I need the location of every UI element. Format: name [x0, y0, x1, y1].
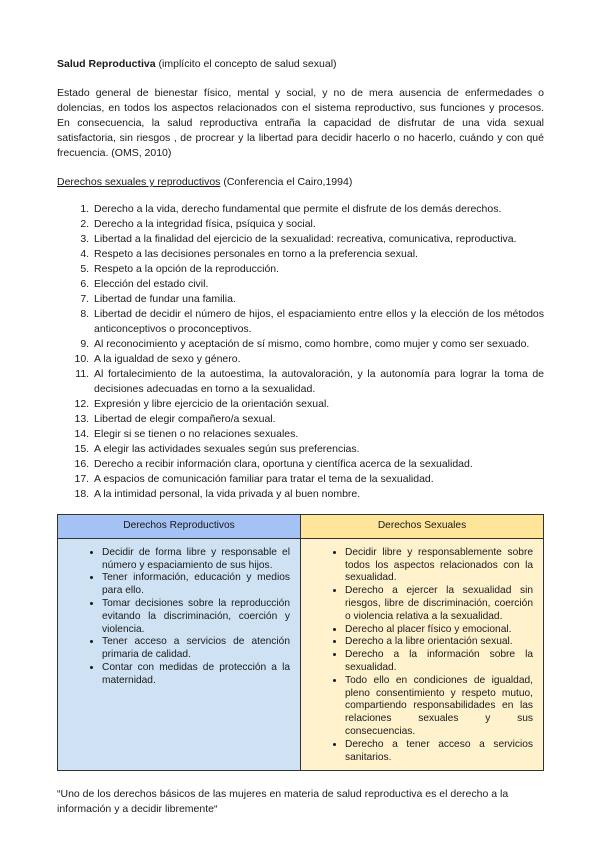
rights-list-item: 11. Al fortalecimiento de la autoestima, la autovaloración, y la autonomía para lograr la toma de decisiones adecuadas en torno a la sexualidad. [92, 367, 544, 397]
reproductive-rights-item: • Tener acceso a servicios de atención primaria de calidad. [102, 636, 290, 662]
rights-list-item: 9. Al reconocimiento y aceptación de sí mismo, como hombre, como mujer y como ser sexuado. [92, 337, 544, 352]
rights-list-item: 7. Libertad de fundar una familia. [92, 292, 544, 307]
reproductive-rights-item: • Tomar decisiones sobre la reproducción evitando la discriminación, coerción y violencia. [102, 598, 290, 636]
sexual-rights-item: • Todo ello en condiciones de igualdad, pleno consentimiento y respeto mutuo, compartiendo responsabilidades en las relaciones sexuales y sus consecuencias. [345, 675, 533, 739]
reproductive-rights-cell [58, 538, 301, 771]
rights-list-item: 13. Libertad de elegir compañero/a sexual. [92, 412, 544, 427]
sexual-rights-item: • Decidir libre y responsablemente sobre todos los aspectos relacionados con la sexualidad. [345, 547, 533, 585]
rights-list-item: 1. Derecho a la vida, derecho fundamental que permite el disfrute de los demás derechos. [92, 202, 544, 217]
sexual-rights-cell [301, 538, 544, 771]
definition-paragraph: Estado general de bienestar físico, mental y social, y no de mera ausencia de enfermedades o dolencias, en todos los aspectos relacionados con el sistema reproductivo, sus funciones y procesos. En consecuencia, la salud reproductiva entraña la capacidad de disfrutar de una vida sexual satisfactoria, sin riesgos , de procrear y la libertad para decidir hacerlo o no hacerlo, cuándo y con qué frecuencia. (OMS, 2010) [57, 87, 544, 159]
reproductive-rights-item: • Tener información, educación y medios para ello. [102, 572, 290, 598]
rights-list-item: 17. A espacios de comunicación familiar para tratar el tema de la sexualidad. [92, 472, 544, 487]
heading-bold: Salud Reproductiva [57, 58, 156, 70]
reproductive-rights-header: Derechos Reproductivos [58, 515, 301, 539]
sexual-rights-item: • Derecho a la libre orientación sexual. [345, 636, 533, 649]
sexual-rights-item: • Derecho al placer físico y emocional. [345, 624, 533, 637]
rights-list-item: 3. Libertad a la finalidad del ejercicio de la sexualidad: recreativa, comunicativa, reproductiva. [92, 232, 544, 247]
reproductive-rights-item: • Contar con medidas de protección a la maternidad. [102, 662, 290, 688]
sexual-rights-item: • Derecho a la información sobre la sexualidad. [345, 649, 533, 675]
sexual-rights-item: • Derecho a tener acceso a servicios sanitarios. [345, 739, 533, 765]
sexual-rights-header: Derechos Sexuales [301, 515, 544, 539]
reproductive-rights-item: • Decidir de forma libre y responsable el número y espaciamiento de sus hijos. [102, 547, 290, 573]
rights-list-item: 2. Derecho a la integridad física, psíquica y social. [92, 217, 544, 232]
rights-list-item: 10. A la igualdad de sexo y género. [92, 352, 544, 367]
rights-list-item: 15. A elegir las actividades sexuales según sus preferencias. [92, 442, 544, 457]
rights-list-item: 12. Expresión y libre ejercicio de la orientación sexual. [92, 397, 544, 412]
rights-heading-rest: (Conferencia el Cairo,1994) [220, 176, 353, 188]
rights-heading-underlined: Derechos sexuales y reproductivos [57, 176, 221, 188]
rights-list-item: 5. Respeto a la opción de la reproducción. [92, 262, 544, 277]
section-heading [57, 57, 544, 72]
rights-list-item: 16. Derecho a recibir información clara, oportuna y científica acerca de la sexualidad. [92, 457, 544, 472]
rights-list-item: 4. Respeto a las decisiones personales en torno a la preferencia sexual. [92, 247, 544, 262]
sexual-rights-item: • Derecho a ejercer la sexualidad sin riesgos, libre de discriminación, coerción o violencia relativa a la sexualidad. [345, 585, 533, 623]
sexual-rights-list [305, 547, 533, 765]
rights-list-item: 8. Libertad de decidir el número de hijos, el espaciamiento entre ellos y la elección de los métodos anticonceptivos o proconceptivos. [92, 307, 544, 337]
table-body-row [58, 538, 544, 771]
reproductive-rights-list [62, 547, 290, 688]
closing-quote: “Uno de los derechos básicos de las mujeres en materia de salud reproductiva es el derecho a la información y a decidir libremente“ [57, 788, 509, 816]
table-header-row [58, 515, 544, 539]
rights-list [57, 202, 544, 502]
document-page [57, 57, 544, 828]
rights-comparison-table [57, 514, 544, 771]
rights-list-item: 18. A la intimidad personal, la vida privada y al buen nombre. [92, 487, 544, 502]
heading-rest: (implícito el concepto de salud sexual) [155, 58, 337, 70]
rights-heading [57, 175, 544, 190]
rights-list-item: 14. Elegir si se tienen o no relaciones sexuales. [92, 427, 544, 442]
rights-list-item: 6. Elección del estado civil. [92, 277, 544, 292]
